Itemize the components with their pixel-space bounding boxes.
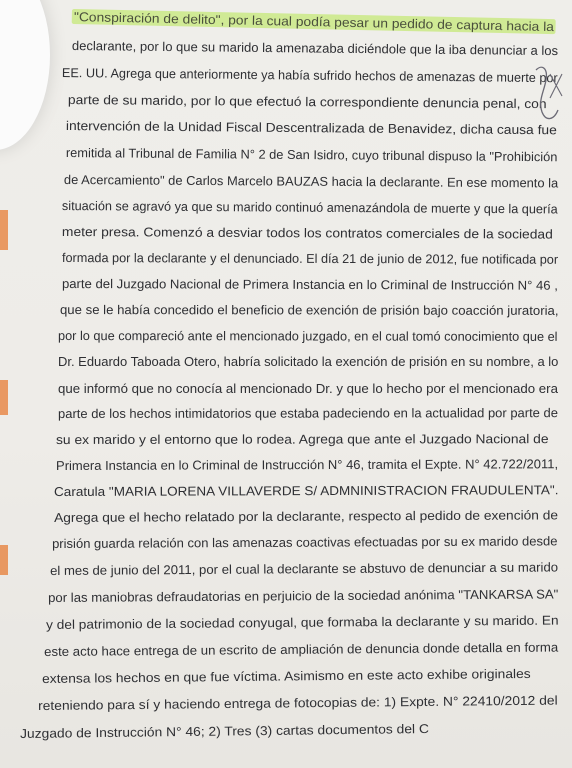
document-line: parte de los hechos intimidatorios que estaba padeciendo en la actualidad por parte de [58,405,558,421]
document-line: por las maniobras defraudatorias en perjuicio de la sociedad anónima "TANKARSA SA" [48,586,559,605]
document-line: este acto hace entrega de un escrito de ampliación de denuncia donde detalla en forma [44,639,559,659]
document-line: parte de su marido, por lo que efectuó la correspondiente denuncia penal, con [67,92,547,112]
document-line: que se le había concedido el beneficio de exención de prisión bajo coacción juratoria, [59,302,559,318]
document-line: Dr. Eduardo Taboada Otero, habría solicitado la exención de prisión en su nombre, a lo [58,354,559,369]
highlight-marker: "Conspiración de delito", por la cual podía pesar un pedido de captura hacia la [72,9,557,34]
highlighted-line [72,9,557,35]
document-line: Juzgado de Instrucción N° 46; 2) Tres (3) cartas documentos del C [20,721,429,741]
document-line: parte del Juzgado Nacional de Primera Instancia en lo Criminal de Instrucción N° 46 , [61,276,558,293]
document-line: Primera Instancia en lo Criminal de Instrucción N° 46, tramita el Expte. N° 42.722/2011, [56,456,559,473]
document-line: remitida al Tribunal de Familia N° 2 de San Isidro, cuyo tribunal dispuso la "Prohibición [65,145,558,165]
document-line: intervención de la Unidad Fiscal Descentralizada de Benavidez, dicha causa fue [65,118,557,138]
document-line: situación se agravó ya que su marido continuó amenazándola de muerte y que la quería [61,198,558,217]
document-line: que informó que no conocía al mencionado Dr. y que lo hecho por el mencionado era [58,381,558,396]
document-line: prisión guarda relación con las amenazas coactivas efectuadas por su ex marido desde [52,533,558,551]
document-line: su ex marido y el entorno que lo rodea. Agrega que ante el Juzgado Nacional de [56,431,549,447]
document-line: de Acercamiento" de Carlos Marcelo BAUZAS hacia la declarante. En ese momento la [63,172,559,191]
document-line: formada por la declarante y el denunciado. El día 21 de junio de 2012, fue notificada por [61,250,559,267]
document-line: EE. UU. Agrega que anteriormente ya había sufrido hechos de amenazas de muerte por [61,65,558,86]
document-line: extensa los hechos en que fue víctima. Asimismo en este acto exhibe originales [42,665,531,686]
document-line: Agrega que el hecho relatado por la declarante, respecto al pedido de exención de [54,507,559,525]
document-line: y del patrimonio de la sociedad conyugal, que formaba la declarante y su marido. En [46,612,559,632]
document-line: el mes de junio del 2011, por el cual la declarante se abstuvo de denunciar a su marido [50,559,559,578]
document-line: reteniendo para sí y haciendo entrega de fotocopias de: 1) Expte. N° 22410/2012 del [38,692,558,713]
document-line: Caratula "MARIA LORENA VILLAVERDE S/ ADMNINISTRACION FRAUDULENTA". [54,482,559,499]
document-line: meter presa. Comenzó a desviar todos los contratos comerciales de la sociedad [61,224,553,242]
document-line: declarante, por lo que su marido la amenazaba diciéndole que la iba denunciar a los [71,38,559,59]
handwritten-margin-mark [528,60,568,130]
document-line: por lo que compareció ante el mencionado juzgado, en el cual tomó conocimiento que el [57,328,558,344]
